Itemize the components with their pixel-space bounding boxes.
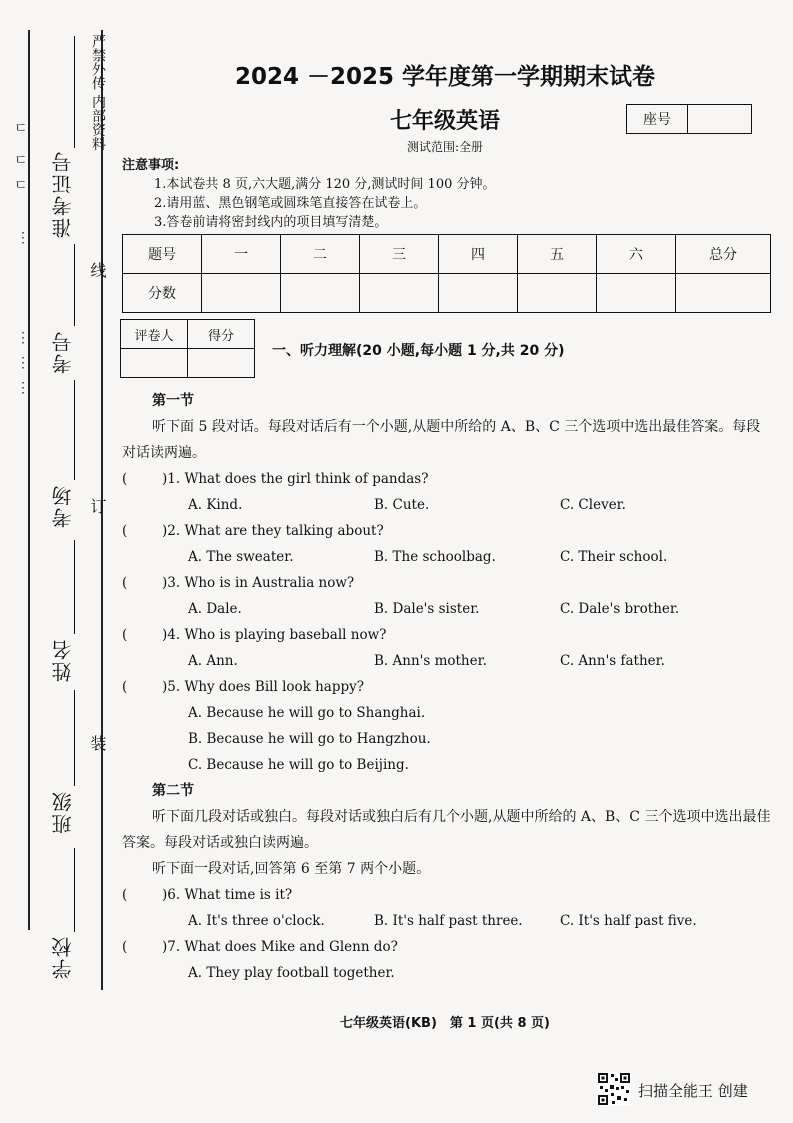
score-header-label: 题号 [123, 235, 202, 274]
grader-score-cell[interactable] [188, 349, 255, 378]
field-exam-id-label: 准考证号 [51, 150, 75, 238]
question-5 [122, 674, 772, 700]
question-stem: )7. What does Mike and Glenn do? [162, 939, 398, 955]
field-exam-room-label: 考场 [51, 484, 75, 528]
question-stem: )2. What are they talking about? [162, 523, 384, 539]
field-name-line[interactable] [74, 540, 75, 634]
option-c: C. Because he will go to Beijing. [188, 757, 409, 773]
option-a: A. Dale. [188, 601, 242, 617]
side-note: 严禁外传 内部资料 [90, 34, 106, 151]
answer-blank[interactable]: ( [122, 575, 128, 591]
field-exam-room-line[interactable] [74, 380, 75, 480]
field-name-label: 姓名 [51, 638, 75, 682]
binding-mark: ㄷ [14, 153, 28, 169]
answer-blank[interactable]: ( [122, 679, 128, 695]
section2-sub-instruction: 听下面一段对话,回答第 6 至第 7 两个小题。 [152, 861, 431, 877]
seat-number-box [626, 104, 752, 134]
option-b: B. Ann's mother. [374, 653, 487, 669]
field-exam-no-line[interactable] [74, 244, 75, 326]
score-cell[interactable] [597, 274, 676, 313]
seat-input[interactable] [688, 105, 751, 133]
score-cell[interactable] [439, 274, 518, 313]
grader-score-label: 得分 [188, 320, 255, 349]
scanner-watermark: 扫描全能王 创建 [638, 1082, 748, 1100]
option-c: C. Their school. [560, 549, 668, 565]
option-a: A. They play football together. [188, 965, 395, 981]
question-options [122, 908, 772, 934]
question-1 [122, 466, 772, 492]
binding-mark: ⋮ [16, 380, 30, 396]
note-item: 1.本试卷共 8 页,六大题,满分 120 分,测试时间 100 分钟。 [154, 177, 496, 192]
answer-blank[interactable]: ( [122, 471, 128, 487]
score-col-6: 六 [597, 235, 676, 274]
grader-table [120, 319, 255, 378]
score-row-label: 分数 [123, 274, 202, 313]
score-table [122, 234, 771, 313]
question-4 [122, 622, 772, 648]
question-body [122, 388, 772, 986]
part1-title: 一、听力理解(20 小题,每小题 1 分,共 20 分) [272, 343, 565, 359]
question-stem: )5. Why does Bill look happy? [162, 679, 365, 695]
answer-blank[interactable]: ( [122, 939, 128, 955]
score-col-4: 四 [439, 235, 518, 274]
question-options [122, 596, 772, 622]
field-exam-id-line[interactable] [74, 36, 75, 148]
section2-instruction: 听下面几段对话或独白。每段对话或独白后有几个小题,从题中所给的 A、B、C 三个选项中选出最佳答案。每段对话或独白读两遍。 [122, 809, 771, 851]
question-7 [122, 934, 772, 960]
qr-code-icon [597, 1072, 631, 1106]
score-table-header-row [123, 235, 771, 274]
option-c: C. It's half past five. [560, 913, 697, 929]
notes-heading: 注意事项: [122, 158, 180, 173]
score-cell[interactable] [281, 274, 360, 313]
field-school-label: 学校 [51, 935, 75, 979]
binding-line-left [28, 30, 30, 930]
page-footer: 七年级英语(KB) 第 1 页(共 8 页) [340, 1016, 550, 1031]
score-col-5: 五 [518, 235, 597, 274]
question-stem: )1. What does the girl think of pandas? [162, 471, 429, 487]
question-2 [122, 518, 772, 544]
score-cell[interactable] [202, 274, 281, 313]
answer-blank[interactable]: ( [122, 523, 128, 539]
grader-reviewer-label: 评卷人 [121, 320, 188, 349]
score-table-value-row [123, 274, 771, 313]
option-a: A. Ann. [188, 653, 238, 669]
field-exam-no-label: 考号 [51, 330, 75, 374]
score-cell[interactable] [676, 274, 771, 313]
option-a: A. Because he will go to Shanghai. [188, 705, 426, 721]
field-class-label: 班级 [51, 790, 75, 834]
notes [122, 156, 496, 232]
option-c: C. Ann's father. [560, 653, 665, 669]
option-a: A. The sweater. [188, 549, 294, 565]
question-options [122, 492, 772, 518]
question-options [122, 544, 772, 570]
option-b: B. Because he will go to Hangzhou. [188, 731, 431, 747]
note-item: 3.答卷前请将密封线内的项目填写清楚。 [154, 215, 388, 230]
field-school-line[interactable] [74, 848, 75, 932]
exam-range: 测试范围:全册 [406, 140, 484, 154]
score-cell[interactable] [360, 274, 439, 313]
question-6 [122, 882, 772, 908]
binding-mark: ⋮ [16, 355, 30, 371]
note-item: 2.请用蓝、黑色钢笔或圆珠笔直接答在试卷上。 [154, 196, 427, 211]
option-b: B. Cute. [374, 497, 430, 513]
binding-mark: ㄷ [14, 178, 28, 194]
cut-mark-bind: 装 [88, 735, 107, 751]
option-a: A. Kind. [188, 497, 243, 513]
question-stem: )4. Who is playing baseball now? [162, 627, 387, 643]
exam-subject: 七年级英语 [389, 109, 500, 134]
option-b: B. Dale's sister. [374, 601, 480, 617]
answer-blank[interactable]: ( [122, 627, 128, 643]
score-col-3: 三 [360, 235, 439, 274]
grader-reviewer-cell[interactable] [121, 349, 188, 378]
option-c: C. Clever. [560, 497, 626, 513]
binding-mark: ⋮ [16, 230, 30, 246]
section2-heading: 第二节 [152, 783, 194, 799]
binding-mark: ㄷ [14, 121, 28, 137]
section1-heading: 第一节 [152, 393, 194, 409]
section1-instruction: 听下面 5 段对话。每段对话后有一个小题,从题中所给的 A、B、C 三个选项中选出最佳答案。每段对话读两遍。 [122, 419, 761, 461]
option-b: B. The schoolbag. [374, 549, 496, 565]
score-col-total: 总分 [676, 235, 771, 274]
score-col-1: 一 [202, 235, 281, 274]
score-col-2: 二 [281, 235, 360, 274]
exam-title: 2024 －2025 学年度第一学期期末试卷 [234, 64, 656, 90]
cut-mark-line: 线 [88, 262, 107, 278]
option-a: A. It's three o'clock. [188, 913, 325, 929]
answer-blank[interactable]: ( [122, 887, 128, 903]
field-class-line[interactable] [74, 690, 75, 786]
binding-mark: ⋮ [16, 330, 30, 346]
question-stem: )3. Who is in Australia now? [162, 575, 355, 591]
option-c: C. Dale's brother. [560, 601, 680, 617]
question-3 [122, 570, 772, 596]
seat-label: 座号 [627, 105, 688, 133]
cut-mark-staple: 订 [88, 498, 107, 514]
question-stem: )6. What time is it? [162, 887, 293, 903]
question-options [122, 648, 772, 674]
option-b: B. It's half past three. [374, 913, 523, 929]
score-cell[interactable] [518, 274, 597, 313]
